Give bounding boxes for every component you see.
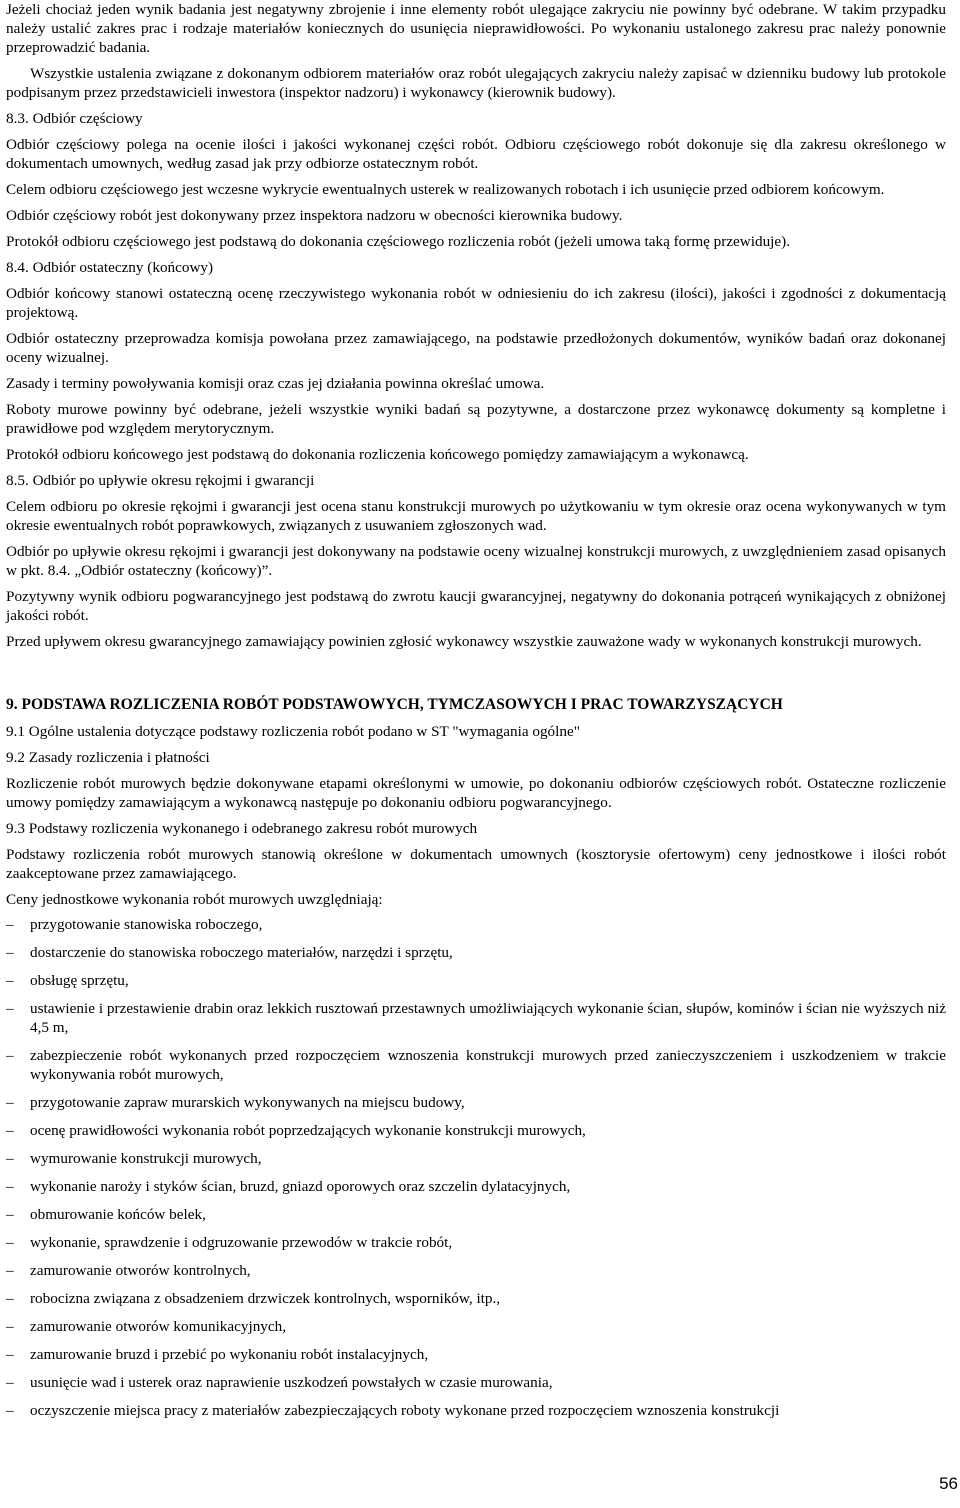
list-item-text: przygotowanie stanowiska roboczego,: [30, 916, 263, 933]
section-8-4-paragraph: Odbiór ostateczny przeprowadza komisja powołana przez zamawiającego, na podstawie przedłożonych dokumentów, wyników badań oraz dokonanej oceny wizualnej.: [6, 330, 946, 366]
section-9-heading: 9. PODSTAWA ROZLICZENIA ROBÓT PODSTAWOWYCH, TYMCZASOWYCH I PRAC TOWARZYSZĄCYCH: [6, 696, 783, 713]
list-item: [6, 1205, 946, 1224]
list-item-text: przygotowanie zapraw murarskich wykonywanych na miejscu budowy,: [30, 1094, 465, 1111]
dash-bullet: –: [6, 1374, 14, 1391]
dash-bullet: –: [6, 1206, 14, 1223]
section-8-4-paragraph: Odbiór końcowy stanowi ostateczną ocenę rzeczywistego wykonania robót w odniesieniu do ich zakresu (ilości), jakości i zgodności z dokumentacją projektową.: [6, 285, 946, 321]
list-item: [6, 1401, 946, 1420]
section-8-4-heading: 8.4. Odbiór ostateczny (końcowy): [6, 259, 214, 276]
price-components-list: [6, 915, 946, 1420]
price-list-intro: Ceny jednostkowe wykonania robót murowych uwzględniają:: [6, 891, 383, 908]
list-item-text: wymurowanie konstrukcji murowych,: [30, 1150, 262, 1167]
section-8-5-heading: 8.5. Odbiór po upływie okresu rękojmi i gwarancji: [6, 472, 315, 489]
dash-bullet: –: [6, 1122, 14, 1139]
section-8-4-paragraph: Zasady i terminy powoływania komisji oraz czas jej działania powinna określać umowa.: [6, 375, 545, 392]
section-8-3-paragraph: Odbiór częściowy robót jest dokonywany przez inspektora nadzoru w obecności kierownika budowy.: [6, 207, 623, 224]
section-8-5-paragraph: Odbiór po upływie okresu rękojmi i gwarancji jest dokonywany na podstawie oceny wizualnej konstrukcji murowych, z uwzględnieniem zasad opisanych w pkt. 8.4. „Odbiór ostateczny (końcowy)”.: [6, 543, 946, 579]
list-item-text: usunięcie wad i usterek oraz naprawienie uszkodzeń powstałych w czasie murowania,: [30, 1374, 553, 1391]
list-item: [6, 915, 946, 934]
list-item: [6, 999, 946, 1037]
dash-bullet: –: [6, 944, 14, 961]
list-item: [6, 1093, 946, 1112]
section-8-5-paragraph: Celem odbioru po okresie rękojmi i gwarancji jest ocena stanu konstrukcji murowych po użytkowaniu w tym okresie oraz ocena wykonywanych w tym okresie ewentualnych robót poprawkowych, związanych z usuwaniem zgłoszonych wad.: [6, 498, 946, 534]
list-item: [6, 1373, 946, 1392]
list-item-text: zamurowanie bruzd i przebić po wykonaniu robót instalacyjnych,: [30, 1346, 429, 1363]
section-8-4-paragraph: Protokół odbioru końcowego jest podstawą do dokonania rozliczenia końcowego pomiędzy zamawiającym a wykonawcą.: [6, 446, 749, 463]
list-item-text: oczyszczenie miejsca pracy z materiałów zabezpieczających roboty wykonane przed rozpoczęciem wznoszenia konstrukcji: [30, 1402, 780, 1419]
dash-bullet: –: [6, 972, 14, 989]
list-item-text: zamurowanie otworów kontrolnych,: [30, 1262, 251, 1279]
list-item-text: obsługę sprzętu,: [30, 972, 129, 989]
list-item-text: ustawienie i przestawienie drabin oraz lekkich rusztowań przestawnych umożliwiających wykonanie ścian, słupów, kominów i ścian nie wyższych niż 4,5 m,: [30, 1000, 946, 1036]
section-8-3-paragraph: Celem odbioru częściowego jest wczesne wykrycie ewentualnych usterek w realizowanych robotach i ich usunięcie przed odbiorem końcowym.: [6, 181, 885, 198]
intro-paragraph-2: Wszystkie ustalenia związane z dokonanym odbiorem materiałów oraz robót ulegających zakryciu należy zapisać w dzienniku budowy lub protokole podpisanym przez przedstawicieli inwestora (inspektor nadzoru) i wykonawcy (kierownik budowy).: [6, 65, 946, 101]
list-item-text: wykonanie naroży i styków ścian, bruzd, gniazd oporowych oraz szczelin dylatacyjnych,: [30, 1178, 571, 1195]
list-item-text: obmurowanie końców belek,: [30, 1206, 206, 1223]
list-item-text: dostarczenie do stanowiska roboczego materiałów, narzędzi i sprzętu,: [30, 944, 453, 961]
dash-bullet: –: [6, 1262, 14, 1279]
section-8-3-paragraph: Odbiór częściowy polega na ocenie ilości i jakości wykonanej części robót. Odbioru częściowego robót dokonuje się dla zakresu określonego w dokumentach umownych, według zasad jak przy odbiorze ostatecznym robót.: [6, 136, 946, 172]
dash-bullet: –: [6, 1178, 14, 1195]
list-item: [6, 1046, 946, 1084]
page-number: 56: [939, 1474, 958, 1493]
list-item: [6, 1121, 946, 1140]
dash-bullet: –: [6, 916, 14, 933]
dash-bullet: –: [6, 1000, 14, 1017]
dash-bullet: –: [6, 1290, 14, 1307]
section-8-5-paragraph: Przed upływem okresu gwarancyjnego zamawiający powinien zgłosić wykonawcy wszystkie zauważone wady w wykonanych konstrukcji murowych.: [6, 633, 922, 650]
section-8-3-heading: 8.3. Odbiór częściowy: [6, 110, 143, 127]
list-item: [6, 943, 946, 962]
dash-bullet: –: [6, 1402, 14, 1419]
dash-bullet: –: [6, 1346, 14, 1363]
list-item-text: ocenę prawidłowości wykonania robót poprzedzających wykonanie konstrukcji murowych,: [30, 1122, 586, 1139]
section-9-1-paragraph: 9.1 Ogólne ustalenia dotyczące podstawy rozliczenia robót podano w ST "wymagania ogólne": [6, 723, 580, 740]
section-9-2-paragraph: Rozliczenie robót murowych będzie dokonywane etapami określonymi w umowie, po dokonaniu odbiorów częściowych robót. Ostateczne rozliczenie umowy pomiędzy zamawiającym a wykonawcą następuje po dokonaniu odbioru pogwarancyjnego.: [6, 775, 946, 811]
list-item: [6, 1233, 946, 1252]
dash-bullet: –: [6, 1234, 14, 1251]
list-item: [6, 1317, 946, 1336]
list-item-text: zabezpieczenie robót wykonanych przed rozpoczęciem wznoszenia konstrukcji murowych przed zanieczyszczeniem i uszkodzeniem w trakcie wykonywania robót murowych,: [30, 1047, 946, 1083]
list-item: [6, 1149, 946, 1168]
list-item: [6, 1261, 946, 1280]
dash-bullet: –: [6, 1318, 14, 1335]
list-item: [6, 1345, 946, 1364]
section-9-2-heading: 9.2 Zasady rozliczenia i płatności: [6, 749, 210, 766]
intro-paragraph-1: Jeżeli chociaż jeden wynik badania jest negatywny zbrojenie i inne elementy robót ulegające zakryciu nie powinny być odebrane. W takim przypadku należy ustalić zakres prac i rodzaje materiałów koniecznych do usunięcia nieprawidłowości. Po wykonaniu ustalonego zakresu prac należy ponownie przeprowadzić badania.: [6, 1, 946, 56]
list-item: [6, 1177, 946, 1196]
section-8-3-paragraph: Protokół odbioru częściowego jest podstawą do dokonania częściowego rozliczenia robót (jeżeli umowa taką formę przewiduje).: [6, 233, 790, 250]
document-body: [6, 64, 946, 1429]
dash-bullet: –: [6, 1094, 14, 1111]
dash-bullet: –: [6, 1047, 14, 1064]
section-8-4-paragraph: Roboty murowe powinny być odebrane, jeżeli wszystkie wyniki badań są pozytywne, a dostarczone przez wykonawcę dokumenty są kompletne i prawidłowe pod względem merytorycznym.: [6, 401, 946, 437]
list-item: [6, 971, 946, 990]
dash-bullet: –: [6, 1150, 14, 1167]
section-9-3-heading: 9.3 Podstawy rozliczenia wykonanego i odebranego zakresu robót murowych: [6, 820, 478, 837]
section-9-3-paragraph: Podstawy rozliczenia robót murowych stanowią określone w dokumentach umownych (kosztorysie ofertowym) ceny jednostkowe i ilości robót zaakceptowane przez zamawiającego.: [6, 846, 946, 882]
list-item: [6, 1289, 946, 1308]
list-item-text: robocizna związana z obsadzeniem drzwiczek kontrolnych, wsporników, itp.,: [30, 1290, 501, 1307]
list-item-text: zamurowanie otworów komunikacyjnych,: [30, 1318, 287, 1335]
section-8-5-paragraph: Pozytywny wynik odbioru pogwarancyjnego jest podstawą do zwrotu kaucji gwarancyjnej, negatywny do dokonania potrąceń wynikających z obniżonej jakości robót.: [6, 588, 946, 624]
list-item-text: wykonanie, sprawdzenie i odgruzowanie przewodów w trakcie robót,: [30, 1234, 453, 1251]
